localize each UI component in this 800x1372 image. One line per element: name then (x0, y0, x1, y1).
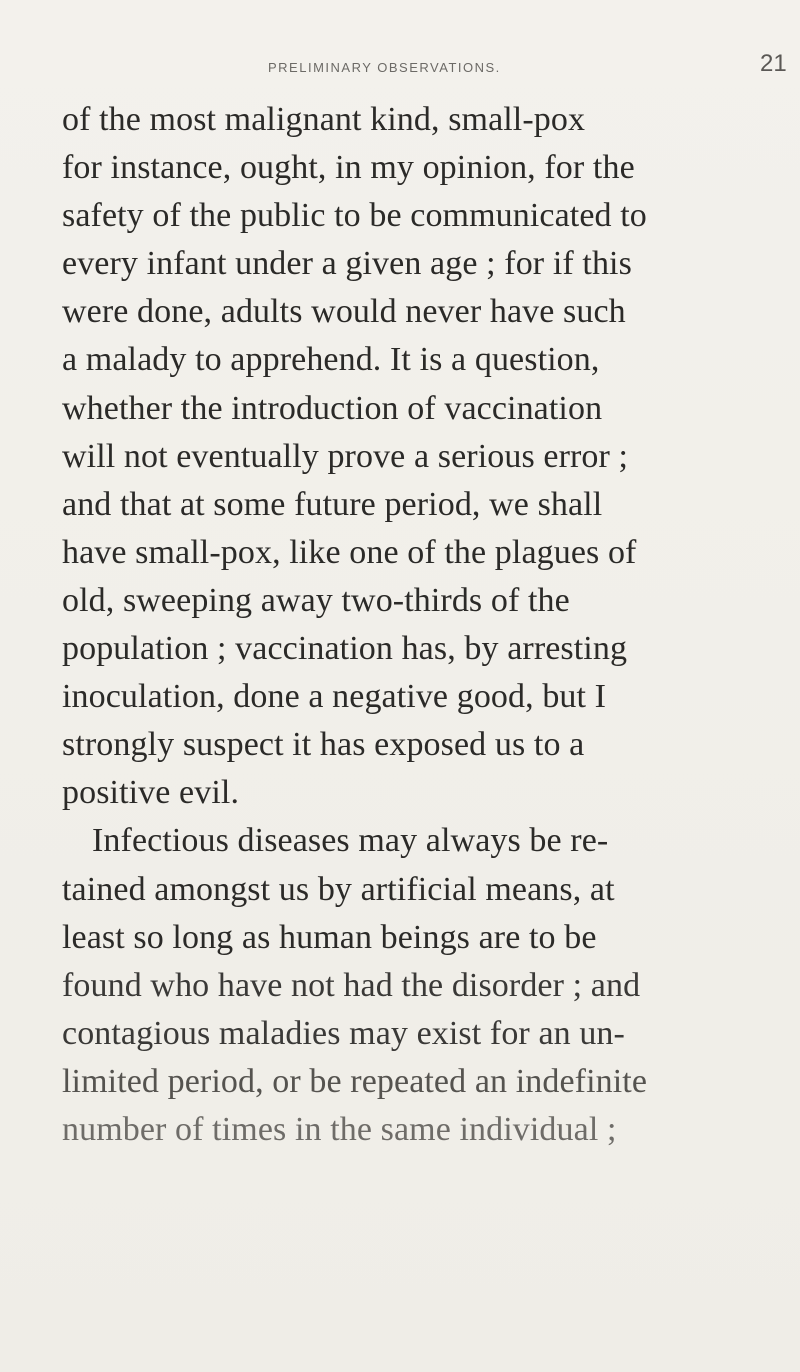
text-line: population ; vaccination has, by arresting (62, 630, 628, 668)
text-line: were done, adults would never have such (62, 293, 626, 331)
text-line: whether the introduction of vaccination (62, 389, 603, 427)
body-text (62, 96, 782, 1154)
page-number: 21 (760, 50, 787, 77)
text-line: for instance, ought, in my opinion, for the (62, 149, 635, 187)
text-line: number of times in the same individual ; (62, 1110, 617, 1148)
text-line: have small-pox, like one of the plagues of (62, 533, 637, 571)
text-line: strongly suspect it has exposed us to a (62, 726, 585, 764)
text-line: and that at some future period, we shall (62, 485, 603, 523)
text-line: will not eventually prove a serious error ; (62, 437, 629, 475)
text-line: old, sweeping away two-thirds of the (62, 581, 570, 619)
text-line: positive evil. (62, 774, 240, 812)
text-line: contagious maladies may exist for an un- (62, 1014, 625, 1052)
running-head: PRELIMINARY OBSERVATIONS. (268, 60, 501, 75)
text-line: least so long as human beings are to be (62, 918, 597, 956)
text-line: safety of the public to be communicated to (62, 197, 647, 235)
text-line: found who have not had the disorder ; and (62, 966, 641, 1004)
text-line: inoculation, done a negative good, but I (62, 678, 607, 716)
text-line: limited period, or be repeated an indefinite (62, 1062, 648, 1100)
text-line: every infant under a given age ; for if this (62, 245, 632, 283)
text-line: of the most malignant kind, small-pox (62, 101, 586, 138)
text-line: tained amongst us by artificial means, at (62, 870, 615, 908)
paragraph-start-line: Infectious diseases may always be re- (92, 822, 609, 860)
text-line: a malady to apprehend. It is a question, (62, 341, 600, 379)
